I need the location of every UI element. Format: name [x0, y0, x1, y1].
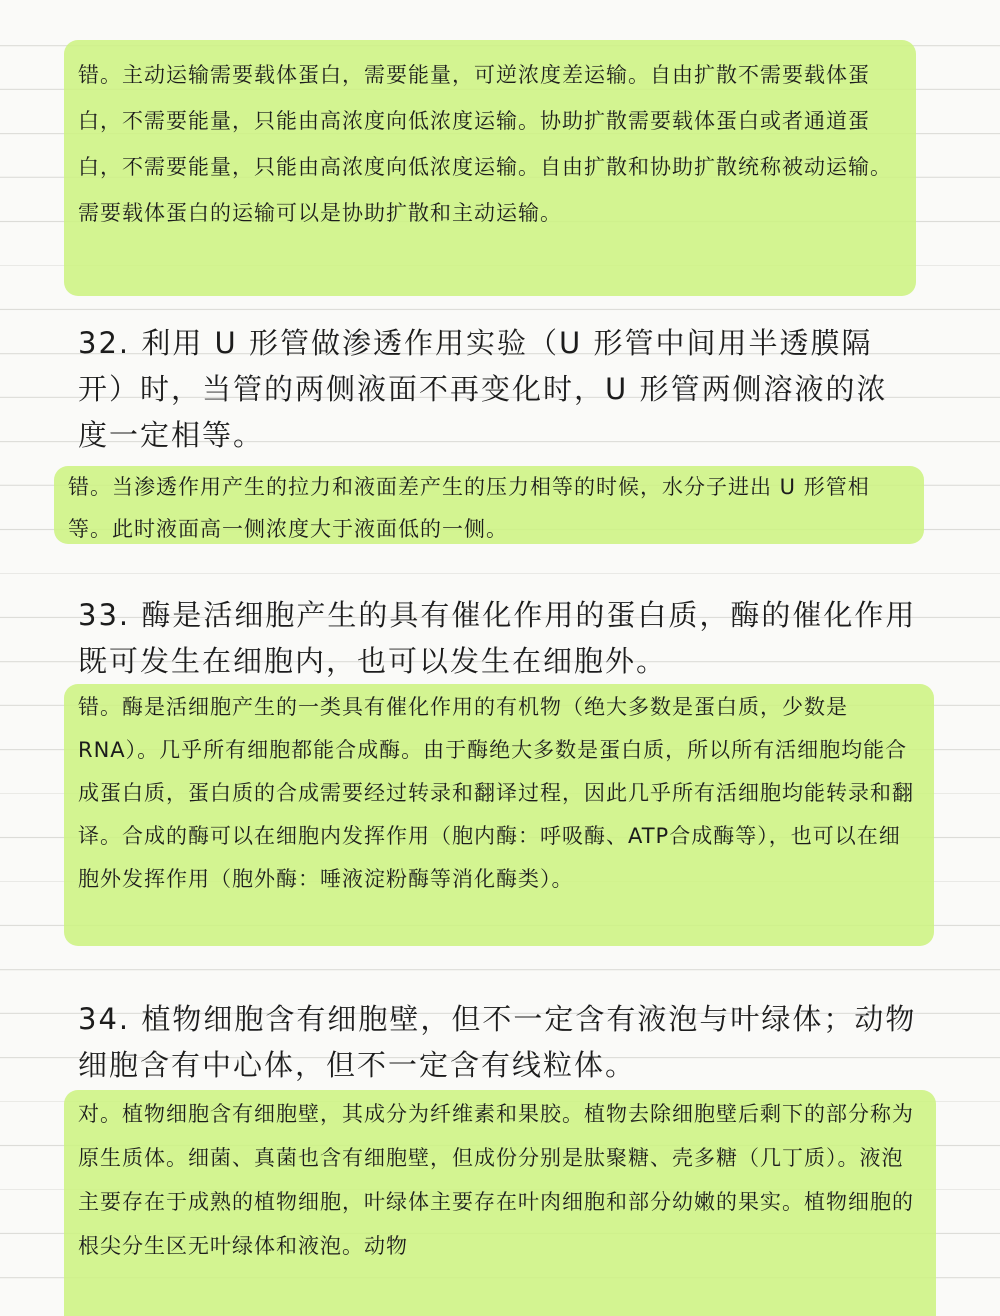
question-34: 34. 植物细胞含有细胞壁，但不一定含有液泡与叶绿体；动物细胞含有中心体，但不一定含有线粒体。 [78, 1002, 917, 1082]
question-33: 33. 酶是活细胞产生的具有催化作用的蛋白质，酶的催化作用既可发生在细胞内，也可以发生在细胞外。 [78, 598, 917, 678]
question-32: 32. 利用 U 形管做渗透作用实验（U 形管中间用半透膜隔开）时，当管的两侧液面不再变化时，U 形管两侧溶液的浓度一定相等。 [78, 326, 888, 452]
answer-34: 对。植物细胞含有细胞壁，其成分为纤维素和果胶。植物去除细胞壁后剩下的部分称为原生质体。细菌、真菌也含有细胞壁，但成份分别是肽聚糖、壳多糖（几丁质）。液泡主要存在于成熟的植物细胞，叶绿体主要存在叶肉细胞和部分幼嫩的果实。植物细胞的根尖分生区无叶绿体和液泡。动物 [64, 1090, 936, 1316]
answer-32: 错。当渗透作用产生的拉力和液面差产生的压力相等的时候，水分子进出 U 形管相等。此时液面高一侧浓度大于液面低的一侧。 [54, 466, 924, 544]
answer-31: 错。主动运输需要载体蛋白，需要能量，可逆浓度差运输。自由扩散不需要载体蛋白，不需要能量，只能由高浓度向低浓度运输。协助扩散需要载体蛋白或者通道蛋白，不需要能量，只能由高浓度向低浓度运输。自由扩散和协助扩散统称被动运输。需要载体蛋白的运输可以是协助扩散和主动运输。 [64, 40, 916, 296]
answer-33: 错。酶是活细胞产生的一类具有催化作用的有机物（绝大多数是蛋白质，少数是 RNA）。几乎所有细胞都能合成酶。由于酶绝大多数是蛋白质，所以所有活细胞均能合成蛋白质，蛋白质的合成需要经过转录和翻译过程，因此几乎所有活细胞均能转录和翻译。合成的酶可以在细胞内发挥作用（胞内酶：呼吸酶、ATP合成酶等），也可以在细胞外发挥作用（胞外酶：唾液淀粉酶等消化酶类）。 [64, 684, 934, 946]
